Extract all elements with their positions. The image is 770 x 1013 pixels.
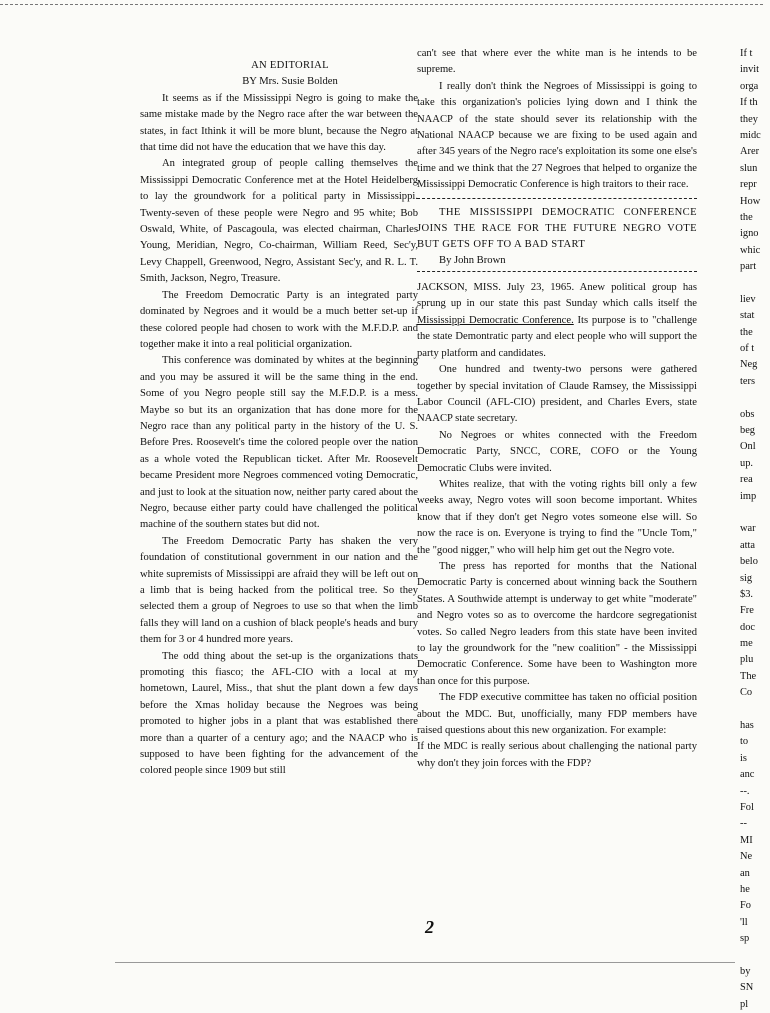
next-column-fragment: imp bbox=[740, 490, 757, 502]
next-column-fragment: liev bbox=[740, 293, 756, 305]
next-column-fragment: obs bbox=[740, 408, 755, 420]
next-column-fragment: plu bbox=[740, 654, 754, 666]
next-column-fragment: The bbox=[740, 670, 757, 682]
next-column-fragment bbox=[740, 702, 770, 718]
article-lead bbox=[417, 280, 697, 362]
next-column-fragment: they bbox=[740, 113, 758, 125]
article-paragraph: The press has reported for months that the National Democratic Party is concerned about winning back the Southern States. A Southwide attempt is underway to get white "moderate" and Negro votes so as to overcome the hardcore segregationist votes. So called Negro leaders from this state have been invited to lay the groundwork for the "new coalition" - the Mississippi Democratic Conference. Some have been to Washington more than once for this purpose. bbox=[417, 560, 697, 687]
next-column-fragment: slun bbox=[740, 162, 758, 174]
editorial-byline: BY Mrs. Susie Bolden bbox=[242, 76, 338, 88]
next-column-fragment: 'll bbox=[740, 916, 748, 928]
next-column-cropped bbox=[740, 46, 770, 1013]
conference-name-underlined: Mississippi Democratic Conference. bbox=[417, 314, 574, 326]
article-paragraph: Whites realize, that with the voting rights bill only a few weeks away, Negro votes will soon become important. Whites know that if they don't get Negro votes someone else will. So now the race is on. Everyone is trying to find the "Uncle Tom," the "good nigger," who will help him get out the Negro vote. bbox=[417, 478, 697, 556]
next-column-fragment: anc bbox=[740, 769, 755, 781]
next-column-fragment: How bbox=[740, 195, 761, 207]
editorial-paragraph: An integrated group of people calling themselves the Mississippi Democratic Conference met at the Hotel Heidelberg to lay the groundwork for a political party in Mississippi. Twenty-seven of these people were Negro and 95 white; Bob Oswald, White, of Pascagoula, was elected chairman, Charles Young, Meridian, Negro, Co-chairman, William Reed, Sec'y, Levy Chappell, Greenwood, Negro, Assistant Sec'y, and R. L. T. Smith, Jackson, Negro, Treasure. bbox=[140, 158, 418, 285]
article-paragraph: No Negroes or whites connected with the Freedom Democratic Party, SNCC, CORE, COFO or the Young Democratic Clubs were invited. bbox=[417, 429, 697, 474]
editorial-paragraph: It seems as if the Mississippi Negro is going to make the same mistake made by the Negro race after the war between the states, in fact Ithink it will be more blunt, because the Negro at that time did not have the education that we have this day. bbox=[140, 92, 418, 154]
editorial-paragraph: The odd thing about the set-up is the organizations thats promoting this fiasco; the AFL-CIO with a local at my hometown, Laurel, Miss., that shut the plant down a few days before the Xmas holiday because the Negroes was being promoted to higher jobs in a plant that was established there more than a quarter of a century ago; and the NAACP who is supposed to have been fighting for the advancement of the colored people since 1909 but still bbox=[140, 650, 418, 777]
article-paragraph: One hundred and twenty-two persons were gathered together by special invitation of Claude Ramsey, the Mississippi Labor Council (AFL-CIO) president, and Charles Evers, state NAACP state secretary. bbox=[417, 364, 697, 425]
next-column-fragment: the bbox=[740, 326, 753, 338]
article-headline: THE MISSISSIPPI DEMOCRATIC CONFERENCE JOINS THE RACE FOR THE FUTURE NEGRO VOTE BUT GETS OFF TO A BAD START bbox=[417, 206, 697, 250]
next-column-fragment: he bbox=[740, 883, 750, 895]
editorial-paragraph: The Freedom Democratic Party has shaken the very foundation of constitutional government in our nation and the white supremists of Mississippi are afraid they will be left out on a limb that is being hacked from the political tree. So they selected them a group of Negroes to use so that when the limb falls they will land on a cushion of black people's heads and bury them for 3 or 4 hundred more years. bbox=[140, 535, 418, 646]
next-column-fragment: doc bbox=[740, 621, 756, 633]
headline-bottom-rule bbox=[417, 271, 697, 272]
next-column-fragment: up. bbox=[740, 457, 753, 469]
next-column-fragment: SN bbox=[740, 982, 754, 994]
next-column-fragment: invit bbox=[740, 64, 760, 76]
article-lead-end: Its purpose is to "challenge the state Demontratic party and elect people who will support the party platform and candidates. bbox=[417, 314, 698, 359]
article-byline: By John Brown bbox=[439, 254, 506, 266]
next-column-fragment bbox=[740, 275, 770, 291]
next-column-fragment: an bbox=[740, 867, 750, 879]
next-column-fragment: midc bbox=[740, 129, 761, 141]
next-column-fragment: Fre bbox=[740, 605, 754, 617]
next-column-fragment: sig bbox=[740, 572, 753, 584]
next-column-fragment: --. bbox=[740, 785, 750, 797]
page-number: 2 bbox=[425, 917, 434, 937]
next-column-fragment: sp bbox=[740, 933, 750, 945]
next-column-fragment: MI bbox=[740, 834, 753, 846]
next-column-fragment: orga bbox=[740, 80, 759, 92]
editorial-paragraph: This conference was dominated by whites at the beginning and you may be assured it will be the same thing in the end. Some of you Negro people still say the M.F.D.P. is a mess. Maybe so but its an organization that has done more for the Negro race than any political party in the history of the U. S. Before Pres. Roosevelt's time the colored people over the nation as a whole voted the Republican ticket. After Mr. Roosevelt became President more Negroes commenced voting Democratic, and just to look at the situation now, neither party cared about the Negro, because either party could have challenged the political machine of the southern states but did not. bbox=[140, 355, 418, 531]
next-column-fragment: part bbox=[740, 261, 757, 273]
editorial-paragraph-continued: can't see that where ever the white man is he intends to be supreme. bbox=[417, 48, 697, 76]
next-column-fragment: rea bbox=[740, 474, 753, 486]
next-column-fragment: whic bbox=[740, 244, 761, 256]
next-column-fragment: war bbox=[740, 523, 756, 535]
article-lead-start: JACKSON, MISS. July 23, 1965. Anew political group has sprung up in our state this past Sunday which calls itself the bbox=[417, 282, 697, 310]
next-column-fragment: If th bbox=[740, 97, 758, 109]
next-column-fragment: Fo bbox=[740, 900, 751, 912]
next-column-fragment: -- bbox=[740, 818, 747, 830]
next-column-fragment: If t bbox=[740, 48, 753, 59]
next-column-fragment: to bbox=[740, 736, 749, 748]
editorial-column bbox=[140, 58, 418, 780]
next-column-fragment: Co bbox=[740, 687, 753, 699]
editorial-title: AN EDITORIAL bbox=[251, 60, 329, 71]
next-column-fragment: pl bbox=[740, 998, 749, 1010]
next-column-fragment bbox=[740, 947, 770, 963]
next-column-fragment bbox=[740, 505, 770, 521]
next-column-fragment: the bbox=[740, 211, 753, 223]
next-column-fragment: is bbox=[740, 752, 747, 764]
article-closing: If the MDC is really serious about challenging the national party why don't they join forces with the FDP? bbox=[417, 741, 697, 769]
next-column-fragment: Fol bbox=[740, 801, 754, 813]
article-paragraph: The FDP executive committee has taken no official position about the MDC. But, unofficially, many FDP members have raised questions about this new organization. For example: bbox=[417, 692, 697, 737]
editorial-paragraph: The Freedom Democratic Party is an integrated party dominated by Negroes and it would be a much better set-up if these colored people had chosen to work with the M.F.D.P. and together make it into a real politicial organization. bbox=[140, 289, 418, 350]
article-column bbox=[417, 46, 697, 772]
next-column-fragment: me bbox=[740, 638, 753, 650]
next-column-fragment: $3. bbox=[740, 588, 753, 600]
next-column-fragment: of t bbox=[740, 343, 755, 355]
top-border-rule bbox=[0, 4, 763, 5]
next-column-fragment bbox=[740, 390, 770, 406]
next-column-fragment: beg bbox=[740, 424, 756, 436]
next-column-fragment: repr bbox=[740, 179, 757, 191]
next-column-fragment: has bbox=[740, 720, 754, 732]
next-column-fragment: by bbox=[740, 965, 751, 977]
next-column-fragment: ters bbox=[740, 375, 756, 387]
headline-top-rule bbox=[417, 198, 697, 199]
next-column-fragment: Onl bbox=[740, 441, 756, 453]
bottom-rule bbox=[115, 962, 735, 963]
next-column-fragment: igno bbox=[740, 228, 759, 240]
next-column-fragment: Ne bbox=[740, 851, 753, 863]
next-column-fragment: belo bbox=[740, 556, 758, 568]
next-column-fragment: Neg bbox=[740, 359, 758, 371]
editorial-paragraph: I really don't think the Negroes of Mississippi is going to take this organization's policies lying down and I think the NAACP of the state should sever its relationship with the National NAACP because we are fixing to be used again and after 345 years of the Negro race's exploitation its some one else's time and we think that the 27 Negroes that helped to organize the Mississippi Democratic Conference is high traitors to their race. bbox=[417, 80, 697, 191]
next-column-fragment: atta bbox=[740, 539, 755, 551]
next-column-fragment: Arer bbox=[740, 146, 760, 158]
next-column-fragment: stat bbox=[740, 310, 755, 322]
